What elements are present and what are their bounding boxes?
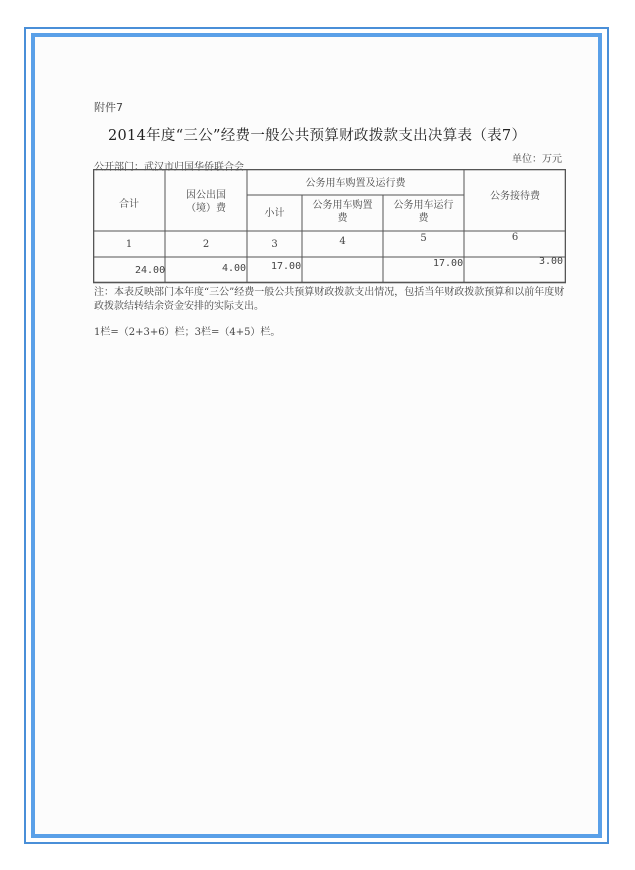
- header-operation-line2: 费: [418, 213, 429, 224]
- value-reception: 3.00: [539, 256, 564, 267]
- value-total: 24.00: [135, 265, 166, 276]
- column-number-4: 4: [339, 236, 346, 247]
- annex-label: 附件7: [94, 101, 123, 114]
- header-vehicle-group: 公务用车购置及运行费: [305, 178, 406, 189]
- column-number-1: 1: [125, 239, 133, 250]
- column-number-5: 5: [420, 233, 427, 244]
- department-label: 公开部门：武汉市归国华侨联合会: [94, 162, 244, 173]
- document-title: 2014年度“三公”经费一般公共预算财政拨款支出决算表（表7）: [108, 128, 527, 144]
- header-reception: 公务接待费: [490, 191, 540, 202]
- value-abroad: 4.00: [222, 263, 247, 274]
- header-operation-line1: 公务用车运行: [393, 200, 454, 211]
- header-total: 合计: [119, 199, 139, 210]
- column-number-3: 3: [271, 239, 278, 250]
- header-vehicle-operation: [383, 199, 464, 225]
- formula-note: 1栏=（2+3+6）栏；3栏=（4+5）栏。: [94, 327, 281, 338]
- value-vehicle-operation: 17.00: [433, 258, 464, 269]
- header-abroad-line1: 因公出国: [186, 190, 226, 201]
- header-subtotal: 小计: [264, 208, 285, 219]
- expenditure-table: [93, 169, 566, 284]
- header-vehicle-purchase: [302, 199, 383, 225]
- header-purchase-line1: 公务用车购置: [312, 200, 373, 211]
- header-purchase-line2: 费: [337, 213, 348, 224]
- value-subtotal: 17.00: [271, 261, 302, 272]
- header-abroad: [165, 189, 247, 215]
- unit-label: 单位：万元: [512, 154, 562, 165]
- column-number-6: 6: [511, 232, 519, 243]
- table-note: 注：本表反映部门本年度“三公”经费一般公共预算财政拨款支出情况，包括当年财政拨款预算和以前年度财政拨款结转结余资金安排的实际支出。: [94, 287, 565, 312]
- column-number-2: 2: [202, 239, 210, 250]
- header-abroad-line2: （境）费: [186, 203, 226, 214]
